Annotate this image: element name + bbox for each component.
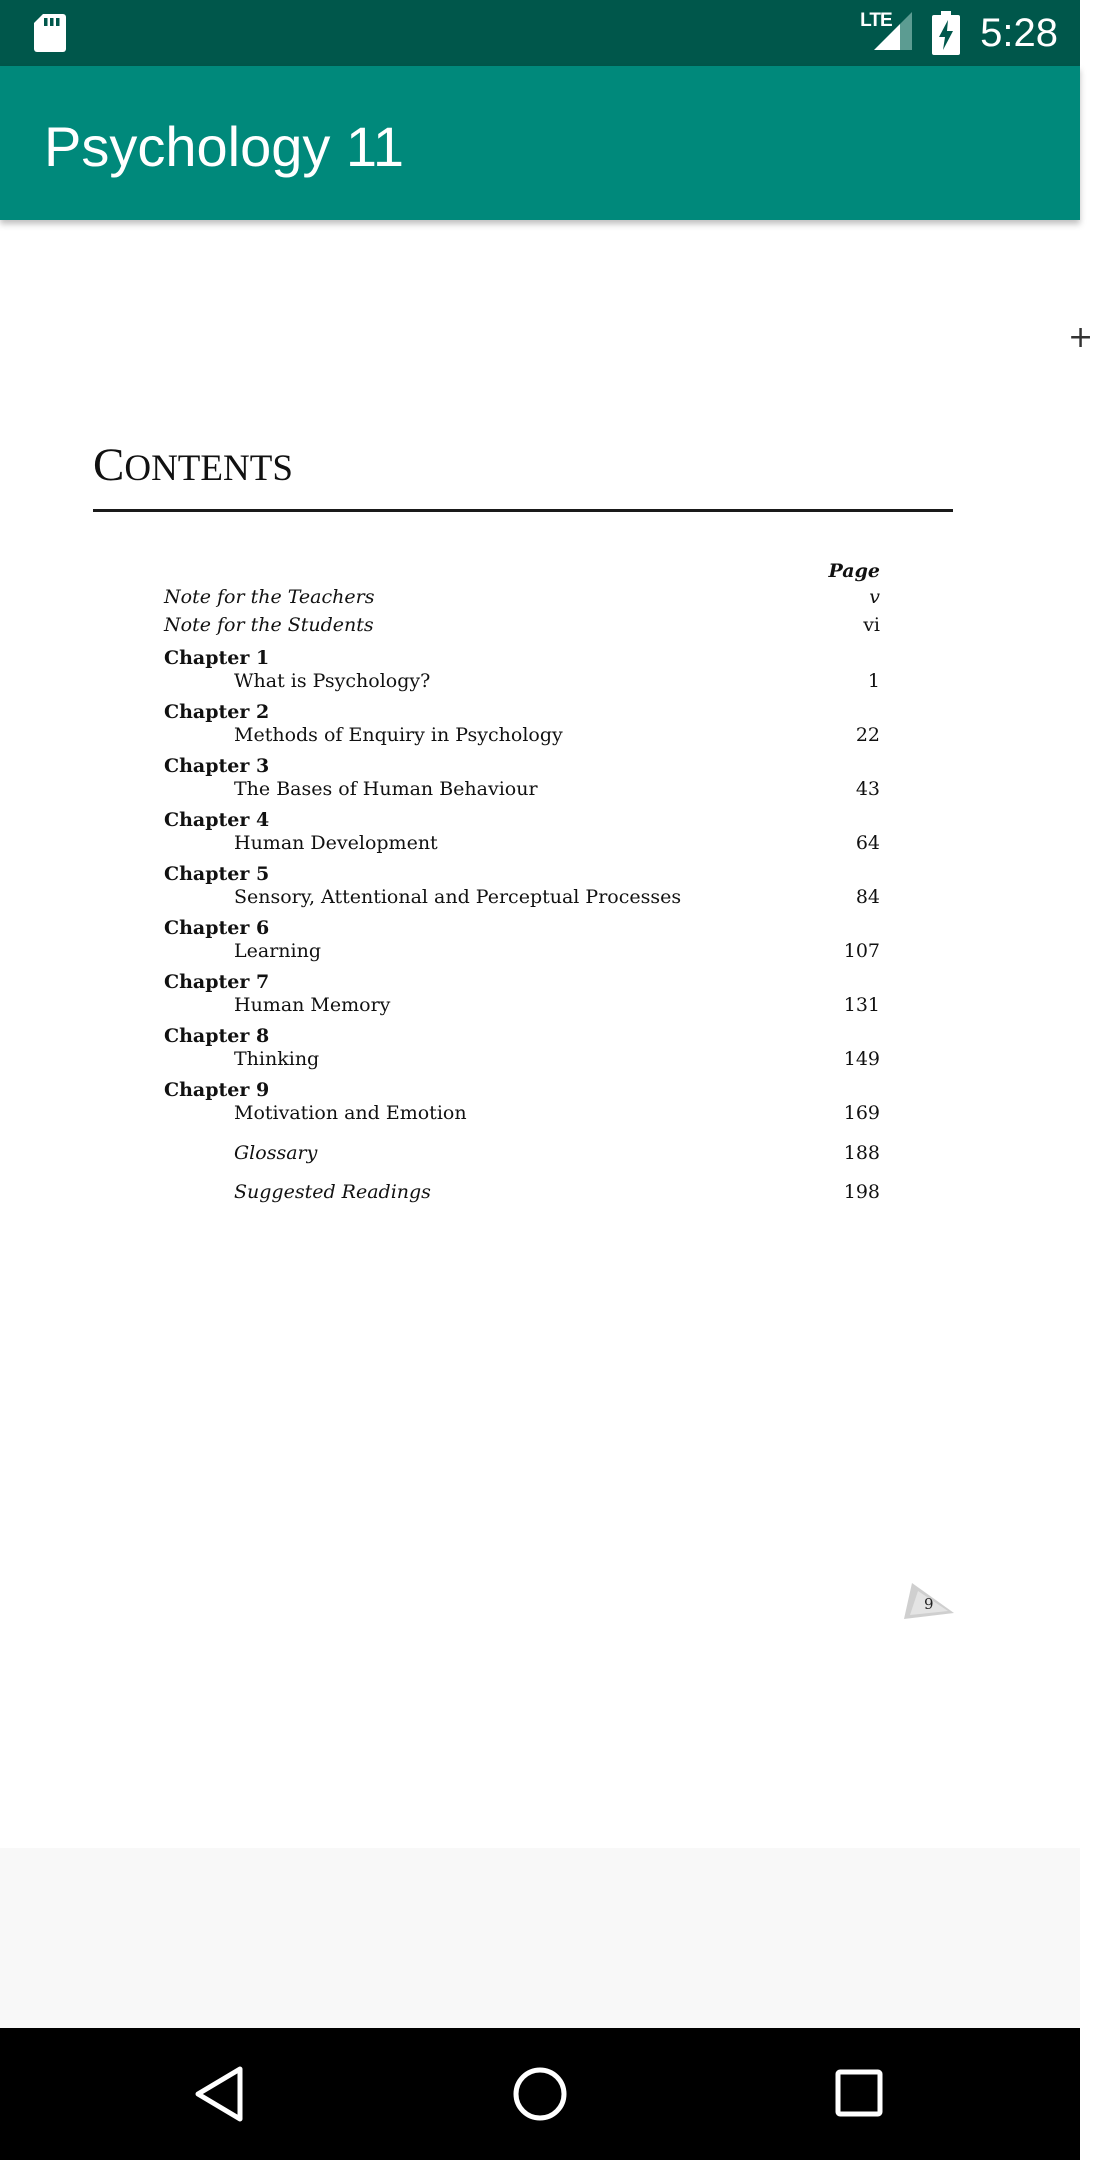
navigation-bar	[0, 2028, 1080, 2160]
heading-rule	[93, 509, 953, 512]
chapter-label: Chapter 8	[164, 1025, 270, 1047]
chapter-title: What is Psychology?	[234, 670, 431, 692]
toc-item-label: Suggested Readings	[234, 1181, 431, 1203]
chapter-title: Human Memory	[234, 994, 391, 1016]
chapter-title: Human Development	[234, 832, 438, 854]
app-bar	[0, 66, 1080, 220]
toc-item-page: vi	[863, 614, 880, 636]
chapter-page: 149	[843, 1048, 880, 1070]
toc-item-label: Note for the Teachers	[164, 586, 375, 608]
chapter-page: 64	[855, 832, 880, 854]
chapter-title: The Bases of Human Behaviour	[234, 778, 538, 800]
chapter-page: 107	[843, 940, 880, 962]
home-button[interactable]	[480, 2028, 600, 2160]
signal-icon	[860, 10, 912, 56]
table-of-contents	[164, 560, 880, 1206]
chapter-label: Chapter 3	[164, 755, 270, 777]
contents-heading	[93, 439, 293, 491]
sd-card-icon	[34, 14, 66, 52]
chapter-label: Chapter 2	[164, 701, 270, 723]
home-icon	[510, 2064, 570, 2124]
toc-chapter[interactable]	[164, 863, 880, 912]
page-column-header: Page	[828, 560, 880, 582]
chapter-label: Chapter 1	[164, 647, 270, 669]
chapter-label: Chapter 4	[164, 809, 270, 831]
app-title: Psychology 11	[44, 115, 405, 178]
toc-front-item[interactable]	[164, 586, 880, 614]
chapter-label: Chapter 9	[164, 1079, 270, 1101]
back-icon	[192, 2064, 248, 2124]
toc-chapter[interactable]	[164, 917, 880, 966]
toc-chapter[interactable]	[164, 755, 880, 804]
chapter-page: 22	[855, 724, 880, 746]
contents-heading-rest: ONTENTS	[124, 448, 293, 489]
chapter-label: Chapter 6	[164, 917, 270, 939]
contents-heading-initial: C	[93, 439, 125, 491]
chapter-title: Sensory, Attentional and Perceptual Processes	[234, 886, 682, 908]
toc-end-item[interactable]	[164, 1128, 880, 1167]
toc-chapter[interactable]	[164, 971, 880, 1020]
chapter-title: Learning	[234, 940, 321, 962]
crop-mark: +	[1068, 320, 1093, 355]
back-button[interactable]	[160, 2028, 280, 2160]
toc-end-item[interactable]	[164, 1167, 880, 1206]
status-bar	[0, 0, 1080, 66]
chapter-title: Motivation and Emotion	[234, 1102, 467, 1124]
toc-chapter[interactable]	[164, 647, 880, 696]
toc-front-item[interactable]	[164, 614, 880, 642]
chapter-title: Thinking	[234, 1048, 320, 1070]
toc-item-page: v	[869, 586, 880, 608]
toc-chapter[interactable]	[164, 1079, 880, 1128]
chapter-page: 43	[855, 778, 880, 800]
chapter-label: Chapter 5	[164, 863, 270, 885]
battery-charging-icon	[932, 11, 960, 55]
toc-item-label: Note for the Students	[164, 614, 374, 636]
toc-chapter[interactable]	[164, 809, 880, 858]
clock: 5:28	[980, 10, 1058, 55]
recents-button[interactable]	[800, 2028, 920, 2160]
chapter-page: 169	[843, 1102, 880, 1124]
viewer-background	[0, 1848, 1080, 2028]
toc-chapter[interactable]	[164, 1025, 880, 1074]
chapter-label: Chapter 7	[164, 971, 270, 993]
toc-item-page: 188	[843, 1142, 880, 1164]
toc-item-page: 198	[843, 1181, 880, 1203]
chapter-page: 131	[843, 994, 880, 1016]
toc-chapter[interactable]	[164, 701, 880, 750]
chapter-title: Methods of Enquiry in Psychology	[234, 724, 563, 746]
recents-icon	[832, 2066, 888, 2122]
page-number: 9	[924, 1595, 934, 1613]
chapter-page: 84	[855, 886, 880, 908]
pdf-viewer[interactable]	[0, 220, 1093, 1848]
toc-item-label: Glossary	[234, 1142, 318, 1164]
chapter-page: 1	[867, 670, 880, 692]
page-number-badge	[904, 1583, 954, 1623]
network-type-label: LTE	[860, 10, 892, 31]
